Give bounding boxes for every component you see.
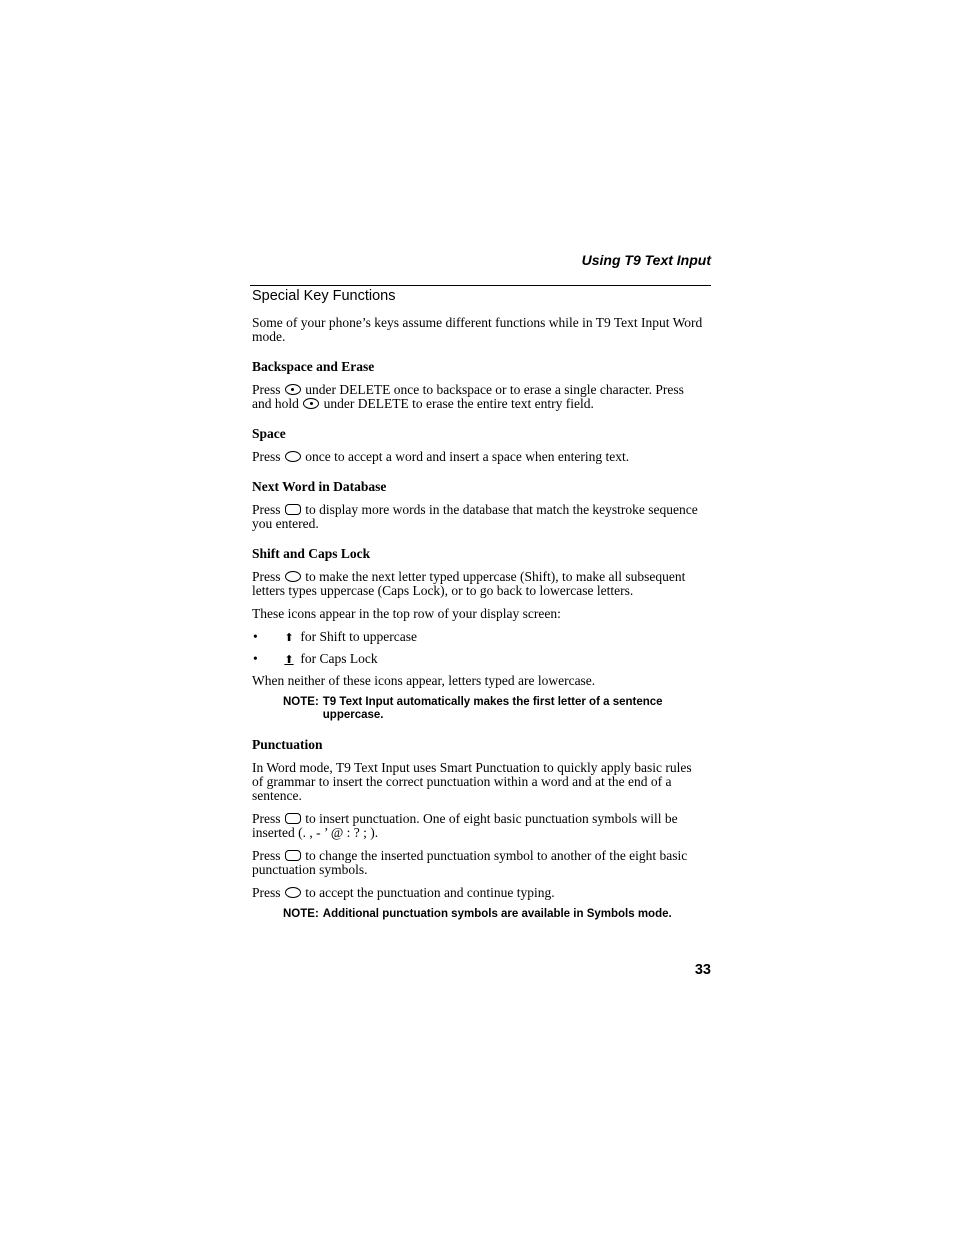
punctuation-paragraph-2: Press to insert punctuation. One of eight basic punctuation symbols will be inserted (. , - ’ @ : ? ; ).	[252, 811, 678, 840]
icon-list	[252, 630, 704, 667]
one-key-icon	[285, 813, 301, 824]
note-label: NOTE:	[283, 696, 319, 708]
shift-arrow-icon: ⬆	[284, 631, 294, 644]
punctuation-paragraph-1: In Word mode, T9 Text Input uses Smart Punctuation to quickly apply basic rules of grammar to insert the correct punctuation within a word and at the end of a sentence.	[252, 760, 692, 803]
shift-paragraph: Press to make the next letter typed uppercase (Shift), to make all subsequent letters types uppercase (Caps Lock), or to go back to lowercase letters.	[252, 569, 686, 598]
punctuation-paragraph-4: Press to accept the punctuation and continue typing.	[252, 885, 555, 900]
punctuation-heading: Punctuation	[252, 737, 323, 752]
soft-key-icon	[303, 398, 319, 409]
intro-paragraph: Some of your phone’s keys assume different functions while in T9 Text Input Word mode.	[252, 315, 703, 344]
shift-note	[283, 696, 704, 722]
backspace-paragraph: Press under DELETE once to backspace or to erase a single character. Press and hold under DELETE to erase the entire text entry field.	[252, 382, 684, 411]
bullet-marker: •	[253, 629, 258, 644]
list-item: • ⬆ for Caps Lock	[253, 651, 378, 666]
next-word-heading: Next Word in Database	[252, 479, 387, 494]
space-key-icon	[285, 887, 301, 898]
next-word-paragraph: Press to display more words in the database that match the keystroke sequence you entered.	[252, 502, 698, 531]
note-label: NOTE:	[283, 908, 319, 920]
zero-key-icon	[285, 504, 301, 515]
content	[252, 316, 704, 937]
bullet-marker: •	[253, 651, 258, 666]
punctuation-paragraph-3: Press to change the inserted punctuation symbol to another of the eight basic punctuation symbols.	[252, 848, 688, 877]
zero-key-icon	[285, 850, 301, 861]
running-head: Using T9 Text Input	[581, 252, 711, 268]
soft-key-icon	[285, 384, 301, 395]
space-paragraph: Press once to accept a word and insert a space when entering text.	[252, 449, 630, 464]
header-rule	[250, 285, 711, 286]
space-key-icon	[285, 451, 301, 462]
page-number: 33	[694, 962, 711, 978]
note-text: T9 Text Input automatically makes the first letter of a sentence uppercase.	[322, 696, 663, 721]
backspace-heading: Backspace and Erase	[252, 359, 375, 374]
section-title: Special Key Functions	[252, 288, 396, 304]
list-item: • ⬆ for Shift to uppercase	[253, 629, 417, 644]
caps-lock-arrow-icon: ⬆	[284, 653, 294, 666]
pound-key-icon	[285, 571, 301, 582]
icons-intro: These icons appear in the top row of your display screen:	[252, 606, 561, 621]
shift-heading: Shift and Caps Lock	[252, 546, 371, 561]
neither-paragraph: When neither of these icons appear, letters typed are lowercase.	[252, 673, 596, 688]
space-heading: Space	[252, 426, 286, 441]
punctuation-note	[283, 908, 704, 921]
note-text: Additional punctuation symbols are available in Symbols mode.	[322, 908, 672, 920]
